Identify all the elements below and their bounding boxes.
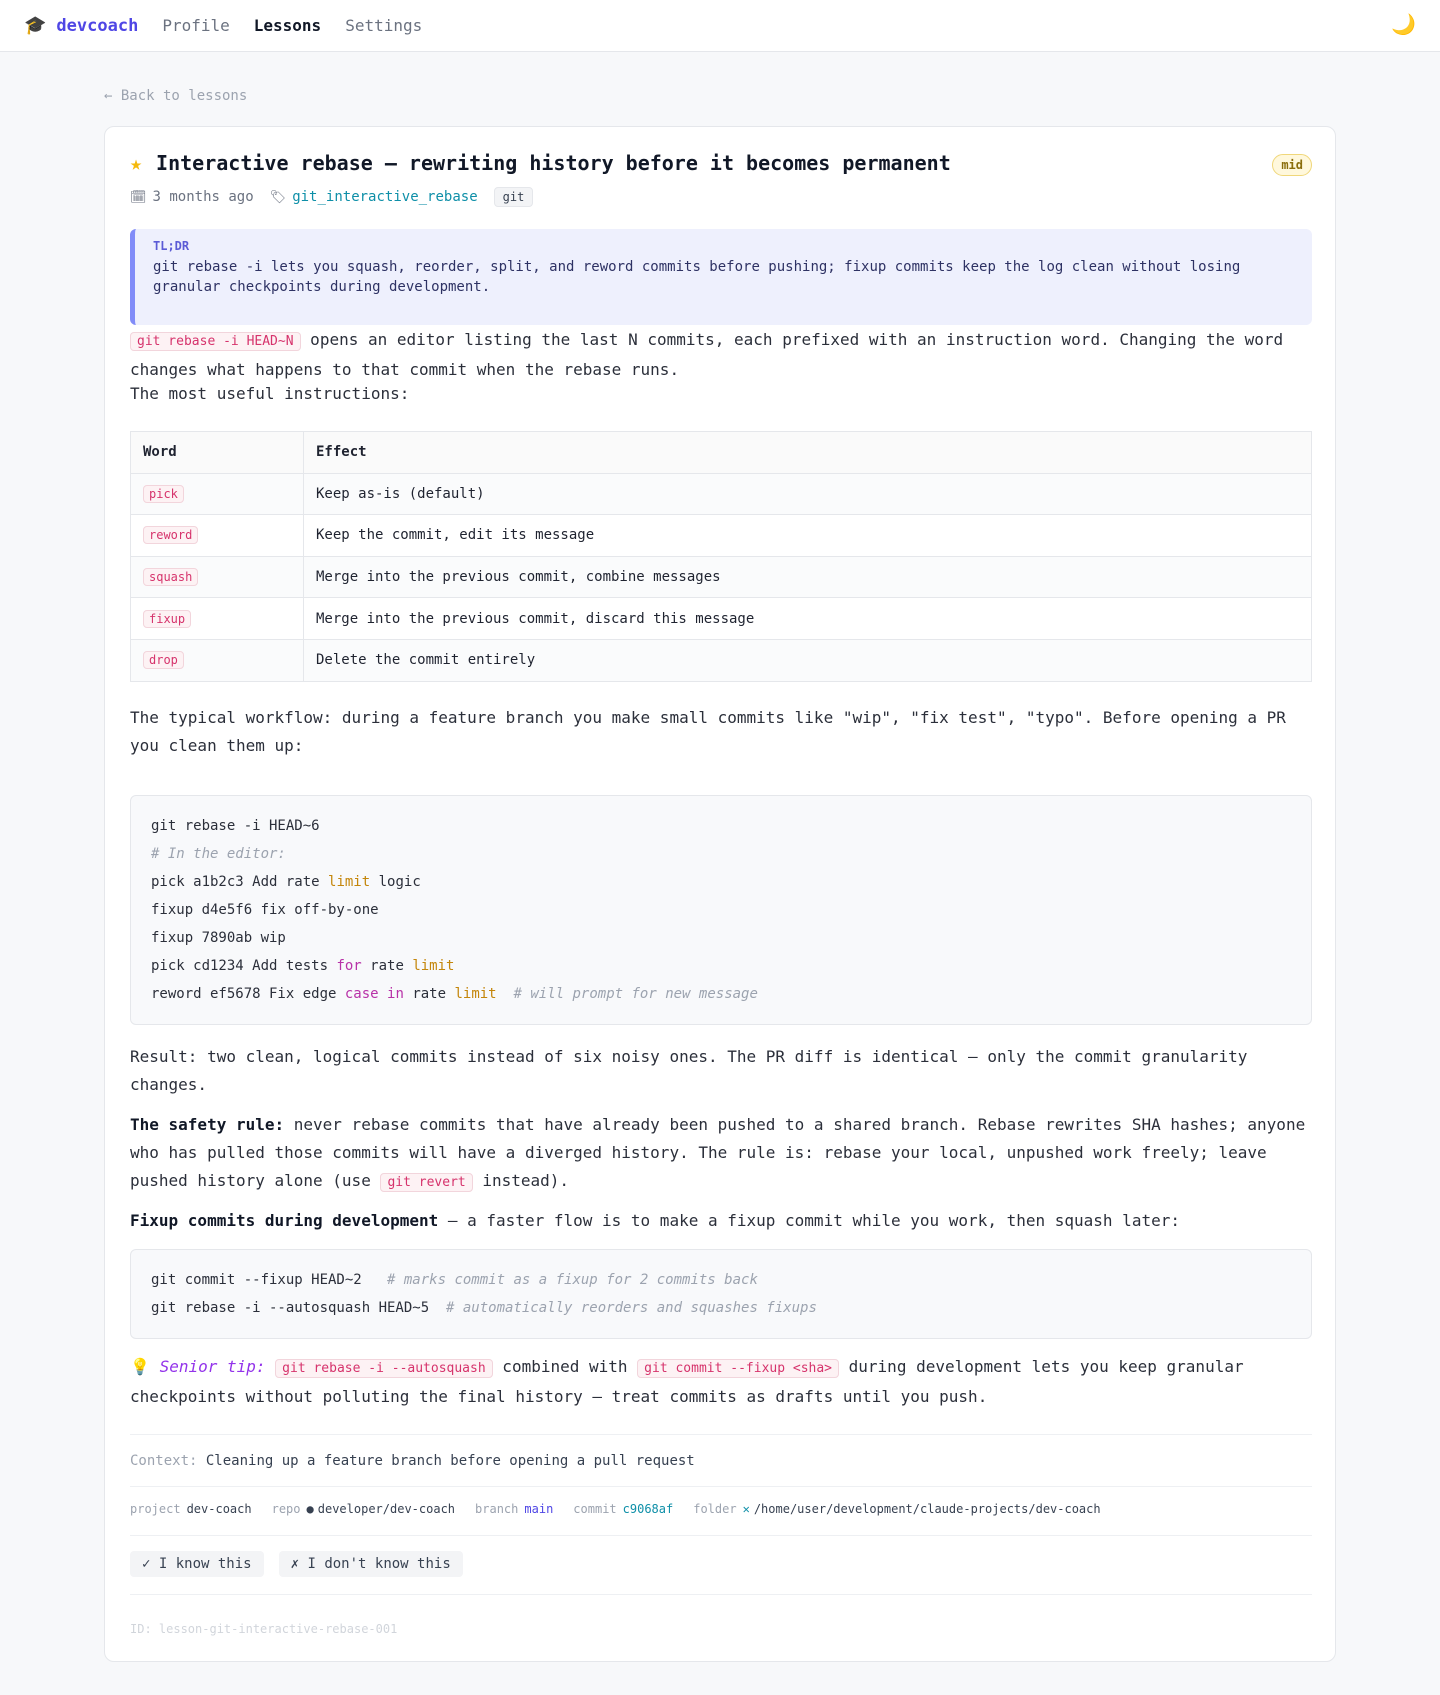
instruction-word: reword: [143, 526, 198, 544]
safety-code: git revert: [380, 1173, 472, 1192]
context-text: Cleaning up a feature branch before opening a pull request: [205, 1453, 695, 1469]
tldr-label: TL;DR: [153, 239, 190, 253]
nav-link-profile[interactable]: Profile: [162, 16, 230, 35]
table-row: [131, 515, 1312, 557]
tag-icon: 🏷: [269, 189, 287, 205]
instruction-word: pick: [143, 485, 184, 503]
safety-paragraph: The safety rule: never rebase commits that have already been pushed to a shared branch. Rebase rewrites SHA hashes; anyone who has pulled those commits will have a diverged history. The rule is: rebase your local, unpushed work freely; leave pushed history alone (use git revert instead).: [130, 1115, 1306, 1190]
lesson-meta: [130, 187, 1312, 207]
folder-info[interactable]: folder ✕ /home/user/development/claude-projects/dev-coach: [693, 1502, 1101, 1516]
instruction-effect: Merge into the previous commit, combine messages: [304, 556, 1312, 598]
tip-code-fixup: git commit --fixup <sha>: [637, 1359, 839, 1378]
divider: [130, 1535, 1312, 1536]
branch-info: branch main: [475, 1502, 554, 1516]
divider: [130, 1594, 1312, 1595]
divider: [130, 1486, 1312, 1487]
fixup-code-block: git commit --fixup HEAD~2 # marks commit as a fixup for 2 commits back git rebase -i --autosquash HEAD~5 # automatically reorders and squashes fixups: [130, 1249, 1312, 1339]
table-header-word: Word: [131, 432, 304, 474]
instructions-table-wrap: [130, 431, 1312, 682]
star-icon[interactable]: ★: [130, 151, 143, 175]
table-row: [131, 473, 1312, 515]
table-header-effect: Effect: [304, 432, 1312, 474]
lesson-title: Interactive rebase — rewriting history before it becomes permanent: [156, 151, 951, 175]
tldr-text: git rebase -i lets you squash, reorder, split, and reword commits before pushing; fixup commits keep the log clean without losing granular checkpoints during development.: [153, 259, 1241, 295]
safety-label: The safety rule:: [130, 1115, 285, 1134]
lightbulb-icon: 💡: [130, 1357, 150, 1376]
repo-info-row: [130, 1502, 1312, 1516]
i-dont-know-this-button[interactable]: ✗ I don't know this: [279, 1551, 463, 1577]
tip-label: Senior tip:: [159, 1357, 266, 1376]
instruction-effect: Delete the commit entirely: [304, 639, 1312, 681]
context-label: Context:: [130, 1453, 198, 1469]
senior-tip-paragraph: 💡 Senior tip: git rebase -i --autosquash combined with git commit --fixup <sha> during development lets you keep granular checkpoints without polluting the final history — treat commits as drafts until you push.: [130, 1357, 1244, 1406]
moon-icon[interactable]: 🌙: [1391, 12, 1416, 36]
tip-code-autosquash: git rebase -i --autosquash: [275, 1359, 493, 1378]
category-tag[interactable]: git: [494, 187, 534, 207]
table-row: [131, 598, 1312, 640]
commit-info[interactable]: commit c9068af: [573, 1502, 674, 1516]
top-navbar: [0, 0, 1440, 52]
lesson-card: [104, 126, 1336, 1662]
back-to-lessons-link[interactable]: ← Back to lessons: [104, 88, 248, 104]
instructions-table: [130, 431, 1312, 682]
brand[interactable]: [24, 15, 138, 36]
workflow-paragraph: The typical workflow: during a feature branch you make small commits like "wip", "fix test", "typo". Before opening a PR you clean them up:: [130, 708, 1286, 755]
intro-code: git rebase -i HEAD~N: [130, 332, 301, 351]
knowledge-buttons: [130, 1551, 1312, 1577]
vscode-icon[interactable]: ✕: [742, 1502, 750, 1516]
table-header-row: [131, 432, 1312, 474]
instruction-effect: Keep the commit, edit its message: [304, 515, 1312, 557]
brand-name[interactable]: devcoach: [56, 15, 139, 36]
rebase-code-block: git rebase -i HEAD~6 # In the editor: pick a1b2c3 Add rate limit logic fixup d4e5f6 fix off-by-one fixup 7890ab wip pick cd1234 Add tests for rate limit reword ef5678 Fix edge case in rate limit # will prompt for new message: [130, 795, 1312, 1025]
lesson-title-row: [130, 151, 1312, 175]
instruction-word: squash: [143, 568, 198, 586]
repo-info: repo ● developer/dev-coach: [271, 1502, 456, 1516]
instructions-heading: The most useful instructions:: [130, 384, 410, 403]
project-info: project dev-coach: [130, 1502, 252, 1516]
topic-link[interactable]: git_interactive_rebase: [292, 189, 478, 205]
intro-text: opens an editor listing the last N commits, each prefixed with an instruction word. Changing the word changes what happens to that commit when the rebase runs.: [130, 330, 1284, 379]
divider: [130, 1434, 1312, 1435]
instruction-word: fixup: [143, 610, 191, 628]
nav-link-settings[interactable]: Settings: [345, 16, 423, 35]
instruction-word: drop: [143, 651, 184, 669]
fixup-label: Fixup commits during development: [130, 1211, 439, 1230]
tldr-box: [130, 229, 1312, 325]
github-icon: ●: [306, 1502, 314, 1516]
lesson-date: 3 months ago: [152, 189, 254, 205]
nav-link-lessons[interactable]: Lessons: [253, 16, 322, 35]
lesson-id: ID: lesson-git-interactive-rebase-001: [130, 1622, 398, 1636]
result-paragraph: Result: two clean, logical commits instead of six noisy ones. The PR diff is identical — only the commit granularity changes.: [130, 1047, 1248, 1094]
context-row: [130, 1453, 1312, 1469]
intro-paragraph: [130, 326, 1312, 384]
table-row: [131, 639, 1312, 681]
fixup-paragraph: Fixup commits during development — a faster flow is to make a fixup commit while you work, then squash later:: [130, 1211, 1180, 1230]
instruction-effect: Merge into the previous commit, discard this message: [304, 598, 1312, 640]
i-know-this-button[interactable]: ✓ I know this: [130, 1551, 264, 1577]
graduation-cap-icon: 🎓: [24, 15, 47, 36]
instruction-effect: Keep as-is (default): [304, 473, 1312, 515]
table-row: [131, 556, 1312, 598]
level-badge: mid: [1272, 154, 1312, 176]
calendar-icon: 🗓: [130, 189, 147, 205]
